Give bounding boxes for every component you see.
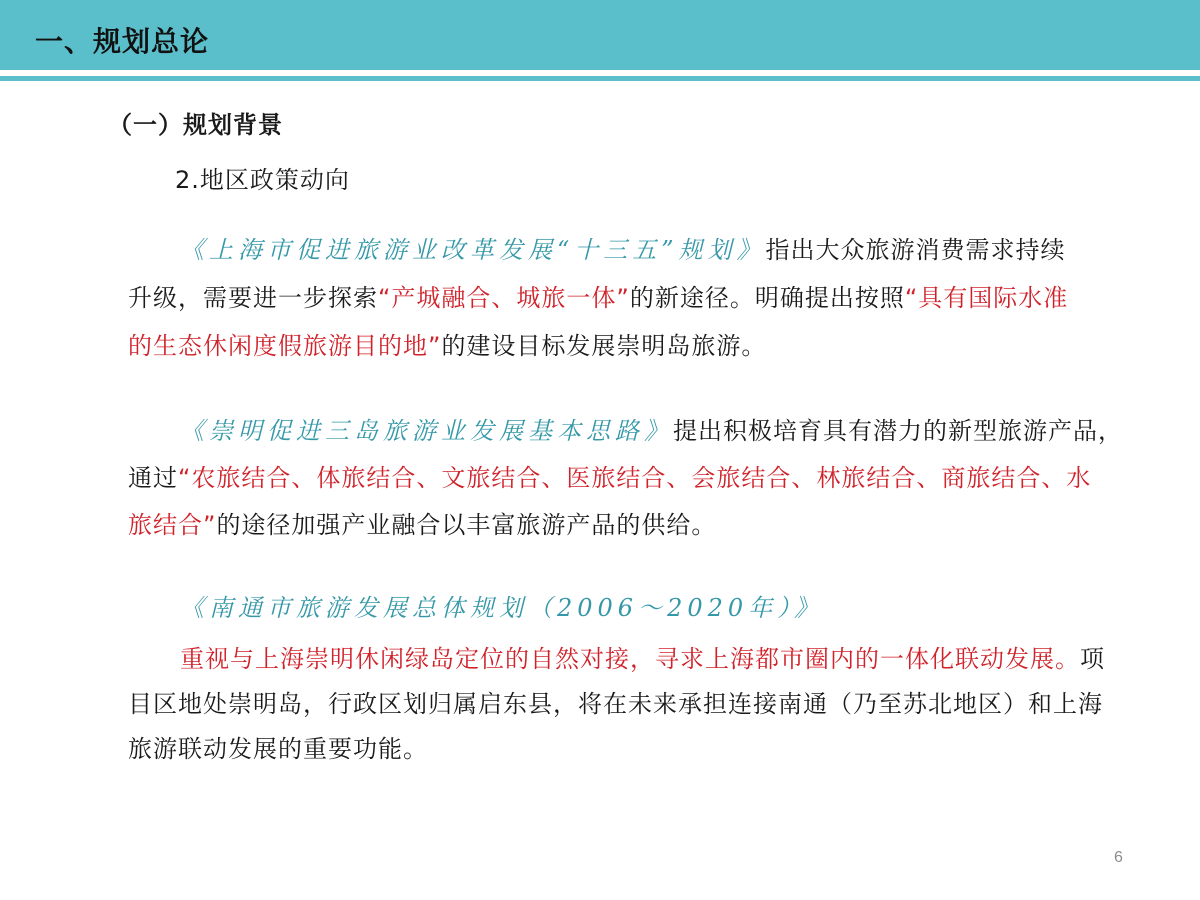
- emphasis-text: 旅结合”: [128, 511, 217, 539]
- paragraph-line: [128, 682, 1178, 727]
- section-subheading: 2.地区政策动向: [175, 166, 350, 194]
- paragraph-shanghai-plan: [128, 226, 1178, 370]
- slide-title: 一、规划总论: [35, 25, 210, 58]
- document-title: 《崇明促进三岛旅游业发展基本思路》: [180, 417, 673, 445]
- paragraph-line: [128, 408, 1178, 455]
- body-text: 通过: [128, 464, 178, 492]
- paragraph-chongming-strategy: [128, 408, 1178, 549]
- body-text: 的途径加强产业融合以丰富旅游产品的供给。: [216, 511, 717, 539]
- document-title: 《上海市促进旅游业改革发展“十三五”规划》: [180, 236, 766, 264]
- body-text: 旅游联动发展的重要功能。: [128, 735, 428, 763]
- body-text: 升级，需要进一步探索: [128, 284, 378, 312]
- paragraph-nantong-plan: [128, 637, 1178, 772]
- body-text: 指出大众旅游消费需求持续: [765, 236, 1066, 264]
- header-divider: [0, 76, 1200, 81]
- emphasis-text: 的生态休闲度假旅游目的地”: [128, 332, 442, 360]
- emphasis-text: 重视与上海崇明休闲绿岛定位的自然对接，寻求上海都市圈内的一体化联动发展。: [180, 645, 1080, 673]
- paragraph-line: [128, 455, 1178, 502]
- paragraph-line: [128, 727, 1178, 772]
- body-text: 目区地处崇明岛，行政区划归属启东县，将在未来承担连接南通（乃至苏北地区）和上海: [128, 690, 1103, 718]
- body-text: 项: [1080, 645, 1105, 673]
- paragraph-line: [128, 637, 1178, 682]
- paragraph-line: [128, 274, 1178, 322]
- paragraph-line: [128, 584, 1178, 632]
- paragraph-line: [128, 502, 1178, 549]
- body-text: 提出积极培育具有潜力的新型旅游产品，: [673, 417, 1123, 445]
- document-title: 《南通市旅游发展总体规划（2006～2020年）》: [180, 594, 824, 622]
- page-number: 6: [1114, 849, 1123, 866]
- paragraph-line: [128, 226, 1178, 274]
- emphasis-text: “农旅结合、体旅结合、文旅结合、医旅结合、会旅结合、林旅结合、商旅结合、水: [178, 464, 1092, 492]
- section-heading: （一）规划背景: [108, 111, 283, 139]
- paragraph-line: [128, 322, 1178, 370]
- paragraph-nantong-title: [128, 584, 1178, 632]
- body-text: 的新途径。明确提出按照: [629, 284, 905, 312]
- emphasis-text: “产城融合、城旅一体”: [378, 284, 630, 312]
- body-text: 的建设目标发展崇明岛旅游。: [441, 332, 767, 360]
- emphasis-text: “具有国际水准: [904, 284, 1069, 312]
